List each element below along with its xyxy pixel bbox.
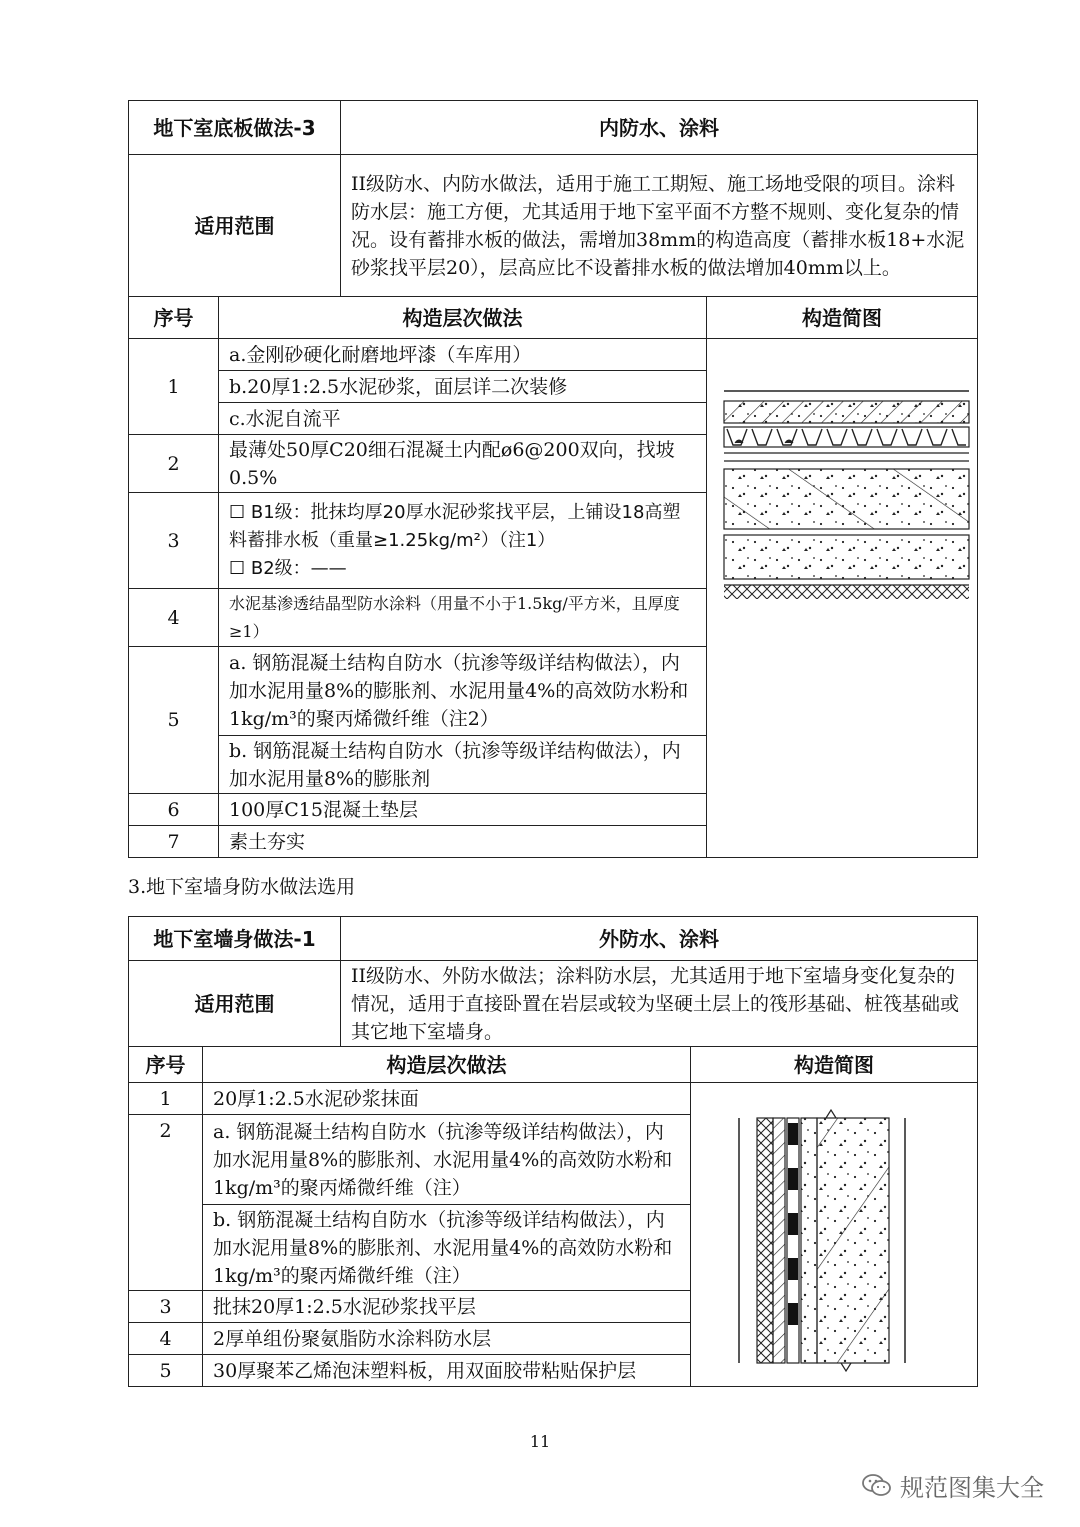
table-row	[129, 1083, 978, 1115]
scope-text: II级防水、外防水做法；涂料防水层，尤其适用于地下室墙身变化复杂的情况，适用于直接卧置在岩层或较为坚硬土层上的筏形基础、桩筏基础或其它地下室墙身。	[341, 961, 978, 1047]
wall-section-diagram	[691, 1083, 978, 1378]
col-header-no: 序号	[129, 297, 219, 339]
layer-text: 最薄处50厚C20细石混凝土内配ø6@200双向，找坡0.5%	[219, 435, 707, 493]
section-heading: 3.地下室墙身防水做法选用	[128, 876, 356, 898]
layer-text: 批抹20厚1:2.5水泥砂浆找平层	[203, 1291, 691, 1323]
col-header-diagram: 构造简图	[691, 1047, 978, 1083]
wall-section-diagram-cell	[691, 1083, 978, 1387]
table-type: 内防水、涂料	[341, 101, 978, 155]
layer-text: 100厚C15混凝土垫层	[219, 794, 707, 826]
layer-text	[219, 493, 707, 589]
row-number: 3	[129, 1291, 203, 1323]
table-type: 外防水、涂料	[341, 917, 978, 961]
floor-section-diagram-cell	[707, 339, 978, 858]
layer-option: b. 钢筋混凝土结构自防水（抗渗等级详结构做法），内加水泥用量8%的膨胀剂、水泥用量4%的高效防水粉和1kg/m³的聚丙烯微纤维（注）	[203, 1205, 691, 1291]
layer-option: a. 钢筋混凝土结构自防水（抗渗等级详结构做法），内加水泥用量8%的膨胀剂、水泥用量4%的高效防水粉和1kg/m³的聚丙烯微纤维（注）	[203, 1115, 691, 1205]
wechat-icon	[862, 1473, 892, 1499]
drainage-board-icon	[724, 427, 969, 447]
layer-option: a. 钢筋混凝土结构自防水（抗渗等级详结构做法），内加水泥用量8%的膨胀剂、水泥用量4%的高效防水粉和1kg/m³的聚丙烯微纤维（注2）	[219, 647, 707, 736]
row-number: 5	[129, 647, 219, 794]
checkbox-option-b2: ☐ B2级：——	[229, 557, 347, 579]
row-number: 4	[129, 589, 219, 647]
watermark-text: 规范图集大全	[900, 1474, 1044, 1502]
row-number: 4	[129, 1323, 203, 1355]
scope-text: II级防水、内防水做法，适用于施工工期短、施工场地受限的项目。涂料防水层：施工方便，尤其适用于地下室平面不方整不规则、变化复杂的情况。设有蓄排水板的做法，需增加38mm的构造高度（蓄排水板18+水泥砂浆找平层20），层高应比不设蓄排水板的做法增加40mm以上。	[341, 155, 978, 297]
layer-option: b.20厚1:2.5水泥砂浆，面层详二次装修	[219, 371, 707, 403]
table-row	[129, 339, 978, 371]
layer-text: 20厚1:2.5水泥砂浆抹面	[203, 1083, 691, 1115]
row-number: 2	[129, 1115, 203, 1291]
wall-table	[128, 916, 978, 1387]
floor-section-diagram	[707, 339, 978, 849]
floor-slab-table	[128, 100, 978, 858]
row-number: 7	[129, 826, 219, 858]
row-number: 6	[129, 794, 219, 826]
row-number: 3	[129, 493, 219, 589]
col-header-method: 构造层次做法	[219, 297, 707, 339]
layer-option: b. 钢筋混凝土结构自防水（抗渗等级详结构做法），内加水泥用量8%的膨胀剂	[219, 736, 707, 794]
col-header-no: 序号	[129, 1047, 203, 1083]
table-title: 地下室墙身做法-1	[129, 917, 341, 961]
row-number: 2	[129, 435, 219, 493]
scope-label: 适用范围	[129, 155, 341, 297]
page-number: 11	[529, 1432, 551, 1451]
layer-option: a.金刚砂硬化耐磨地坪漆（车库用）	[219, 339, 707, 371]
row-number: 1	[129, 339, 219, 435]
row-number: 1	[129, 1083, 203, 1115]
waterproof-membrane-icon	[787, 1118, 799, 1363]
layer-text: 2厚单组份聚氨脂防水涂料防水层	[203, 1323, 691, 1355]
layer-text: 水泥基渗透结晶型防水涂料（用量不小于1.5kg/平方米，且厚度≥1）	[219, 589, 707, 647]
table-title: 地下室底板做法-3	[129, 101, 341, 155]
col-header-method: 构造层次做法	[203, 1047, 691, 1083]
watermark	[862, 1468, 1044, 1503]
layer-option: c.水泥自流平	[219, 403, 707, 435]
col-header-diagram: 构造简图	[707, 297, 978, 339]
layer-text: 30厚聚苯乙烯泡沫塑料板，用双面胶带粘贴保护层	[203, 1355, 691, 1387]
layer-text: 素土夯实	[219, 826, 707, 858]
checkbox-option-b1: ☐ B1级：批抹均厚20厚水泥砂浆找平层，上铺设18高塑料蓄排水板（重量≥1.25kg/m²）（注1）	[229, 501, 681, 551]
row-number: 5	[129, 1355, 203, 1387]
scope-label: 适用范围	[129, 961, 341, 1047]
